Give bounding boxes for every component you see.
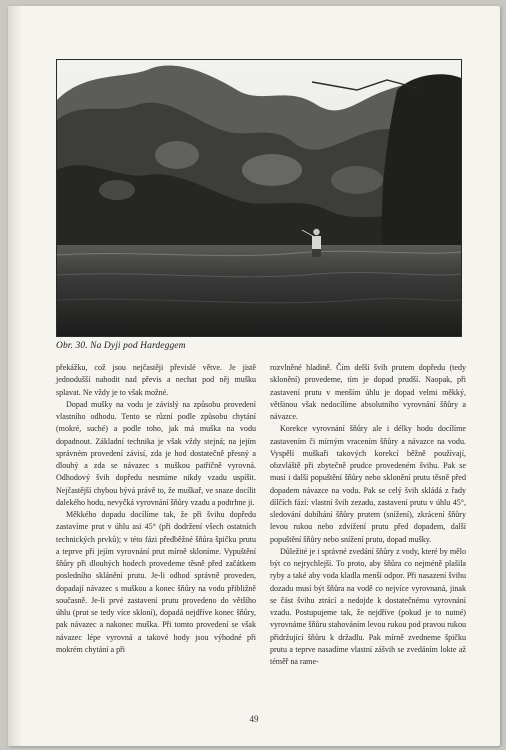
paragraph: Důležité je i správné zvedání šňůry z vody, které by mělo být co nejrychlejší. To proto, aby šňůra co nejméně plašila ryby a také aby voda kladla menší odpor. Při nasazení švihu dozadu musí být šňůra na vodě co nejvíce vyrovnaná, jinak se část švihu ztrácí a nedojde k dostatečnému vyrovnání vzadu. Postupujeme tak, že nejdříve (pokud je to nutné) vyrovnáme šňůru stahováním levou rukou pod pravou rukou přidržující šňůru k držadlu. Pak mírně zvedneme špičku prutu a teprve nasadíme vlastní zášvih se zvedáním lokte až téměř na rame- — [270, 546, 466, 666]
river-photo — [56, 59, 462, 337]
text-column-left — [56, 362, 256, 656]
figure-caption: Obr. 30. Na Dyji pod Hardeggem — [56, 341, 186, 351]
page-gutter-shadow — [8, 6, 22, 746]
paragraph: rozvlněné hladině. Čím delší švih prutem dopředu (tedy sklonění) provedeme, tím je dopad prudší. Naopak, při zastavení prutu v menším úhlu je dopad velmi měkký, většinou však nedocílíme absolutního vyrovnání šňůry a návazce. — [270, 363, 466, 421]
river-photo-image — [57, 60, 461, 336]
book-page — [8, 6, 500, 746]
paragraph: Dopad mušky na vodu je závislý na způsobu provedení vlastního odhodu. Tento se různí podle způsobu chytání (mokré, suché) a podle toho, jak má muška na vodu dopadnout. Základní technika je však vždy stejná; na jejím správném provedení závisí, zda je hod dostatečně přesný a dlouhý a zda se návazec s muškou patřičně vyrovná. Odhodový švih dopředu nesmíme nikdy vzadu uspíšit. Nejčastější chybou bývá právě to, že muškař, ve snaze docílit dalekého hodu, nevyčká vyrovnání šňůry vzadu a podtrhne ji. — [56, 399, 256, 507]
page-number: 49 — [249, 714, 259, 724]
text-column-right — [270, 362, 466, 668]
paragraph: překážku, což jsou nejčastěji převislé větve. Je jistě jednodušší nahodit nad převis a nechat pod něj mušku splavat. Ne vždy je to však možné. — [56, 363, 256, 397]
paragraph: Měkkého dopadu docílíme tak, že při švihu dopředu zastavíme prut v úhlu asi 45° (při dodržení všech ostatních technických prvků); v této fázi předběžné šňůra špičku prutu a teprve při jejím vyrovnání prut mírně skloníme. Vypuštění šňůry při dlouhých hodech provedeme těsně před začátkem posledního sklánění prutu. Je-li odhod správně proveden, dopadají návazec s muškou a konec šňůry na vodu přibližně současně. Je-li prvé zastavení prutu provedeno do většího úhlu (prut se tedy více skloní), dopadá nejdříve konec šňůry, pak návazec a nakonec muška. Při tomto provedení se však návazec lépe vyrovná a takové hody jsou výhodné při mokrém chytání a při — [56, 510, 256, 654]
paragraph: Korekce vyrovnání šňůry ale i délky hodu docílíme zastavením či mírným vracením šňůry a návazce na vodu. Vyspělí muškaři takových korekcí běžně používají, obzvláště při zbytečně prudce provedeném švihu. Pak se musí i další popuštění šňůry nebo sklonění prutu těsně před dopadem návazce na vodu. Pak se celý švih skládá z řady dílčích fází: vlastní švih zezadu, zastavení prutu v úhlu 45°, sledování dobíhání šňůry prutem (snížení), zkrácení šňůry levou rukou nebo zdvižení prutu před dopadem, další popuštění šňůry nebo snížení prutu, dopad mušky. — [270, 424, 466, 544]
